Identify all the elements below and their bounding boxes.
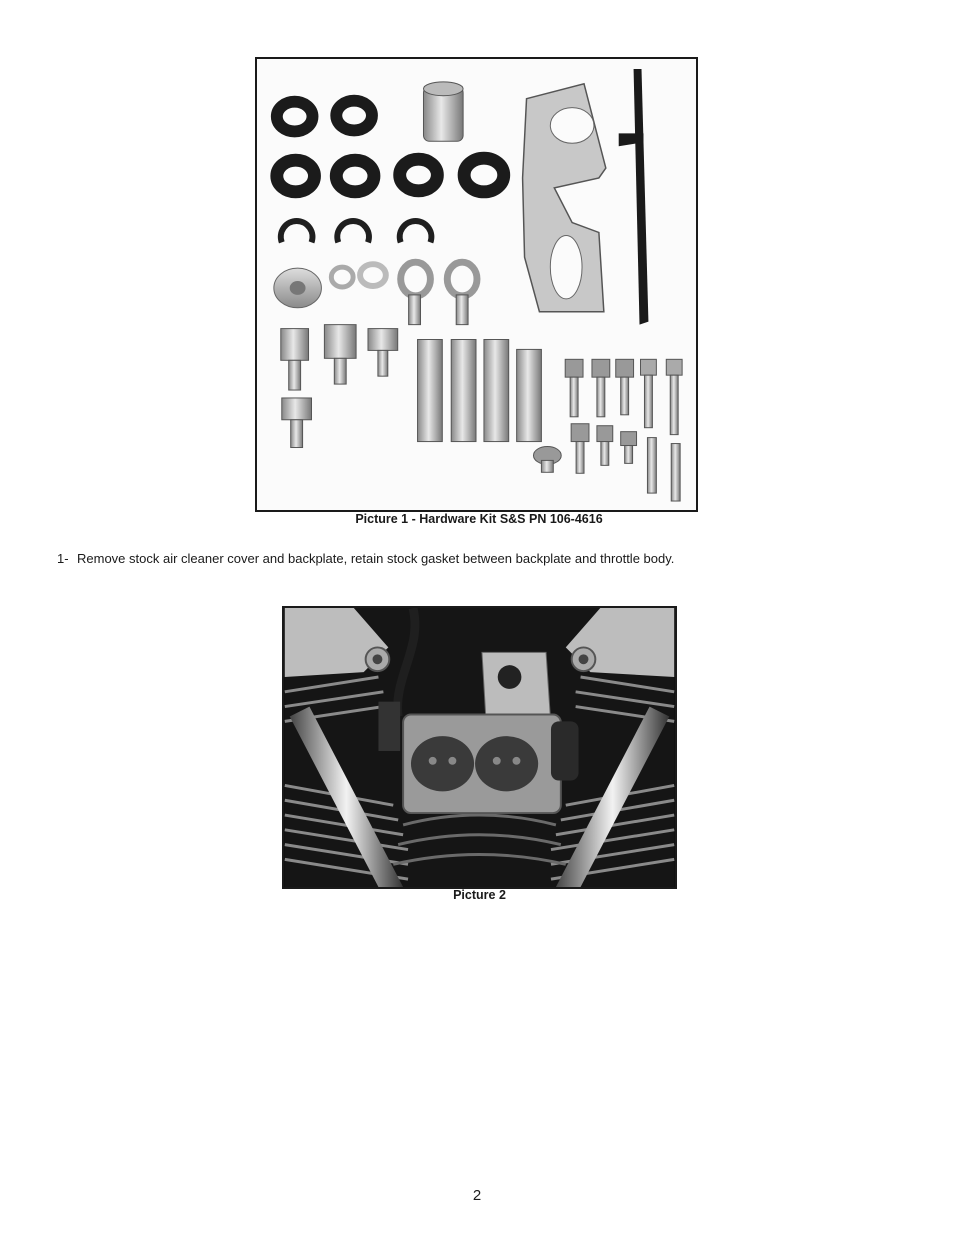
engine-illustration xyxy=(284,608,675,887)
hardware-kit-photo xyxy=(255,57,698,512)
figure-2-caption: Picture 2 xyxy=(453,888,506,902)
step-text: Remove stock air cleaner cover and backplate, retain stock gasket between backplate and throttle body. xyxy=(77,551,675,566)
figure-1-caption: Picture 1 - Hardware Kit S&S PN 106-4616 xyxy=(355,512,603,526)
step-number: 1- xyxy=(57,551,69,566)
page-number: 2 xyxy=(472,1187,482,1204)
instruction-step-1 xyxy=(57,551,674,566)
engine-throttle-body-photo xyxy=(282,606,677,889)
hardware-kit-illustration xyxy=(257,59,696,510)
